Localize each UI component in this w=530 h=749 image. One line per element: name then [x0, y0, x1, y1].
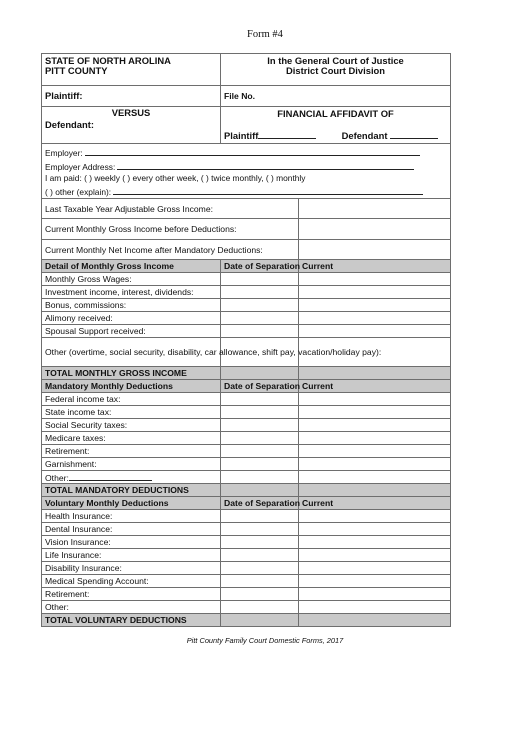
total-current-cell[interactable] [299, 484, 451, 497]
section-heading: Voluntary Monthly Deductions [42, 497, 221, 510]
date-of-separation-cell[interactable] [221, 471, 299, 484]
date-of-separation-cell[interactable] [221, 286, 299, 299]
date-of-separation-cell[interactable] [221, 419, 299, 432]
row-label: Disability Insurance: [42, 562, 221, 575]
row-label: Life Insurance: [42, 549, 221, 562]
table-row [42, 471, 451, 484]
row-label: Retirement: [42, 588, 221, 601]
table-row [42, 445, 451, 458]
date-of-separation-cell[interactable] [221, 562, 299, 575]
row-label: Spousal Support received: [42, 325, 221, 338]
total-current-cell[interactable] [299, 614, 451, 627]
versus-label: VERSUS [111, 107, 151, 118]
total-row [42, 367, 451, 380]
table-row [42, 575, 451, 588]
form-number: Form #4 [247, 29, 283, 40]
current-cell[interactable] [299, 312, 451, 325]
table-row [42, 273, 451, 286]
total-label: TOTAL MONTHLY GROSS INCOME [42, 367, 221, 380]
date-of-separation-cell[interactable] [221, 325, 299, 338]
row-label: Bonus, commissions: [42, 299, 221, 312]
table-row [42, 299, 451, 312]
caption-state-county [42, 54, 221, 86]
plaintiff-field[interactable]: Plaintiff: [42, 86, 221, 107]
date-of-separation-cell[interactable] [221, 445, 299, 458]
current-cell[interactable] [299, 432, 451, 445]
column-date-of-separation: Date of Separation [221, 497, 299, 510]
table-row [42, 312, 451, 325]
pay-frequency-options[interactable]: I am paid: ( ) weekly ( ) every other week, ( ) twice monthly, ( ) monthly [45, 173, 306, 183]
total-current-cell[interactable] [299, 367, 451, 380]
current-cell[interactable] [299, 510, 451, 523]
row-label: Other (overtime, social security, disability, car allowance, shift pay, vacation/holiday pay): [42, 338, 221, 367]
file-no-field[interactable]: File No. [221, 86, 451, 107]
current-cell[interactable] [299, 273, 451, 286]
division-line: District Court Division [286, 65, 385, 76]
employer-address-input[interactable] [117, 160, 414, 170]
summary-label: Current Monthly Net Income after Mandatory Deductions: [42, 240, 299, 260]
affidavit-of-cell [221, 107, 451, 144]
current-cell[interactable] [299, 445, 451, 458]
section-header-row [42, 497, 451, 510]
table-row [42, 510, 451, 523]
county-line: PITT COUNTY [45, 65, 108, 76]
table-row [42, 523, 451, 536]
date-of-separation-cell[interactable] [221, 510, 299, 523]
current-cell[interactable] [299, 549, 451, 562]
table-row [42, 562, 451, 575]
table-row [42, 338, 451, 367]
table-row [42, 419, 451, 432]
current-cell[interactable] [299, 406, 451, 419]
current-cell[interactable] [299, 601, 451, 614]
date-of-separation-cell[interactable] [221, 432, 299, 445]
row-label: Medical Spending Account: [42, 575, 221, 588]
table-row [42, 601, 451, 614]
affidavit-title: FINANCIAL AFFIDAVIT OF [277, 108, 394, 119]
total-label: TOTAL VOLUNTARY DEDUCTIONS [42, 614, 221, 627]
plaintiff-blank[interactable] [258, 129, 316, 139]
row-label: Retirement: [42, 445, 221, 458]
date-of-separation-cell[interactable] [221, 406, 299, 419]
current-cell[interactable] [299, 536, 451, 549]
section-heading: Detail of Monthly Gross Income [42, 260, 221, 273]
summary-label: Current Monthly Gross Income before Deductions: [42, 219, 299, 240]
total-row [42, 614, 451, 627]
current-cell[interactable] [299, 299, 451, 312]
defendant-option: Defendant [341, 130, 388, 141]
row-label: Medicare taxes: [42, 432, 221, 445]
employer-input[interactable] [85, 146, 420, 156]
section-header-row [42, 260, 451, 273]
table-row [42, 588, 451, 601]
row-label: Health Insurance: [42, 510, 221, 523]
table-row [42, 549, 451, 562]
summary-value-cell[interactable] [299, 240, 451, 260]
defendant-blank[interactable] [390, 129, 438, 139]
total-date-of-separation-cell[interactable] [221, 484, 299, 497]
current-cell[interactable] [299, 523, 451, 536]
row-label: Federal income tax: [42, 393, 221, 406]
defendant-label: Defendant: [45, 119, 94, 130]
row-label: Alimony received: [42, 312, 221, 325]
date-of-separation-cell[interactable] [221, 393, 299, 406]
current-cell[interactable] [299, 562, 451, 575]
row-label: Investment income, interest, dividends: [42, 286, 221, 299]
employer-address-label: Employer Address: [45, 161, 116, 172]
date-of-separation-cell[interactable] [221, 273, 299, 286]
current-cell[interactable] [299, 471, 451, 484]
row-label: Dental Insurance: [42, 523, 221, 536]
date-of-separation-cell[interactable] [221, 536, 299, 549]
date-of-separation-cell[interactable] [221, 588, 299, 601]
date-of-separation-cell[interactable] [221, 575, 299, 588]
other-pay-explain-input[interactable] [113, 185, 423, 195]
table-row [42, 286, 451, 299]
caption-court [221, 54, 451, 86]
row-label: Monthly Gross Wages: [42, 273, 221, 286]
date-of-separation-cell[interactable] [221, 523, 299, 536]
table-row [42, 393, 451, 406]
other-pay-label[interactable]: ( ) other (explain): [45, 186, 112, 197]
date-of-separation-cell[interactable] [221, 549, 299, 562]
employment-section [42, 144, 451, 199]
table-row [42, 536, 451, 549]
total-label: TOTAL MANDATORY DEDUCTIONS [42, 484, 221, 497]
financial-affidavit-form [41, 53, 451, 627]
court-line: In the General Court of Justice [267, 55, 404, 66]
current-cell[interactable] [299, 458, 451, 471]
summary-value-cell[interactable] [299, 199, 451, 219]
state-line: STATE OF NORTH AROLINA [45, 55, 171, 66]
table-row [42, 325, 451, 338]
summary-value-cell[interactable] [299, 219, 451, 240]
column-current: Current [299, 380, 451, 393]
total-date-of-separation-cell[interactable] [221, 367, 299, 380]
date-of-separation-cell[interactable] [221, 299, 299, 312]
current-cell[interactable] [299, 325, 451, 338]
other-label: Other: [45, 472, 69, 483]
table-row [42, 458, 451, 471]
summary-label: Last Taxable Year Adjustable Gross Income: [42, 199, 299, 219]
column-current: Current [299, 497, 451, 510]
row-label: Other: [42, 601, 221, 614]
row-label: State income tax: [42, 406, 221, 419]
section-header-row [42, 380, 451, 393]
row-label: Garnishment: [42, 458, 221, 471]
footer-note: Pitt County Family Court Domestic Forms, 2017 [186, 636, 344, 645]
total-date-of-separation-cell[interactable] [221, 614, 299, 627]
current-cell[interactable] [299, 286, 451, 299]
total-row [42, 484, 451, 497]
row-label-other [42, 471, 221, 484]
column-current: Current [299, 260, 451, 273]
date-of-separation-cell[interactable] [221, 601, 299, 614]
column-date-of-separation: Date of Separation [221, 380, 299, 393]
current-cell[interactable] [299, 575, 451, 588]
other-deduction-blank[interactable] [69, 472, 152, 481]
versus-defendant-cell[interactable] [42, 107, 221, 144]
row-label: Social Security taxes: [42, 419, 221, 432]
table-row [42, 432, 451, 445]
row-label: Vision Insurance: [42, 536, 221, 549]
table-row [42, 406, 451, 419]
current-cell[interactable] [299, 393, 451, 406]
section-heading: Mandatory Monthly Deductions [42, 380, 221, 393]
column-date-of-separation: Date of Separation [221, 260, 299, 273]
current-cell[interactable] [299, 419, 451, 432]
employer-label: Employer: [45, 148, 83, 158]
plaintiff-option: Plaintiff [224, 130, 259, 141]
date-of-separation-cell[interactable] [221, 312, 299, 325]
current-cell[interactable] [299, 588, 451, 601]
date-of-separation-cell[interactable] [221, 458, 299, 471]
